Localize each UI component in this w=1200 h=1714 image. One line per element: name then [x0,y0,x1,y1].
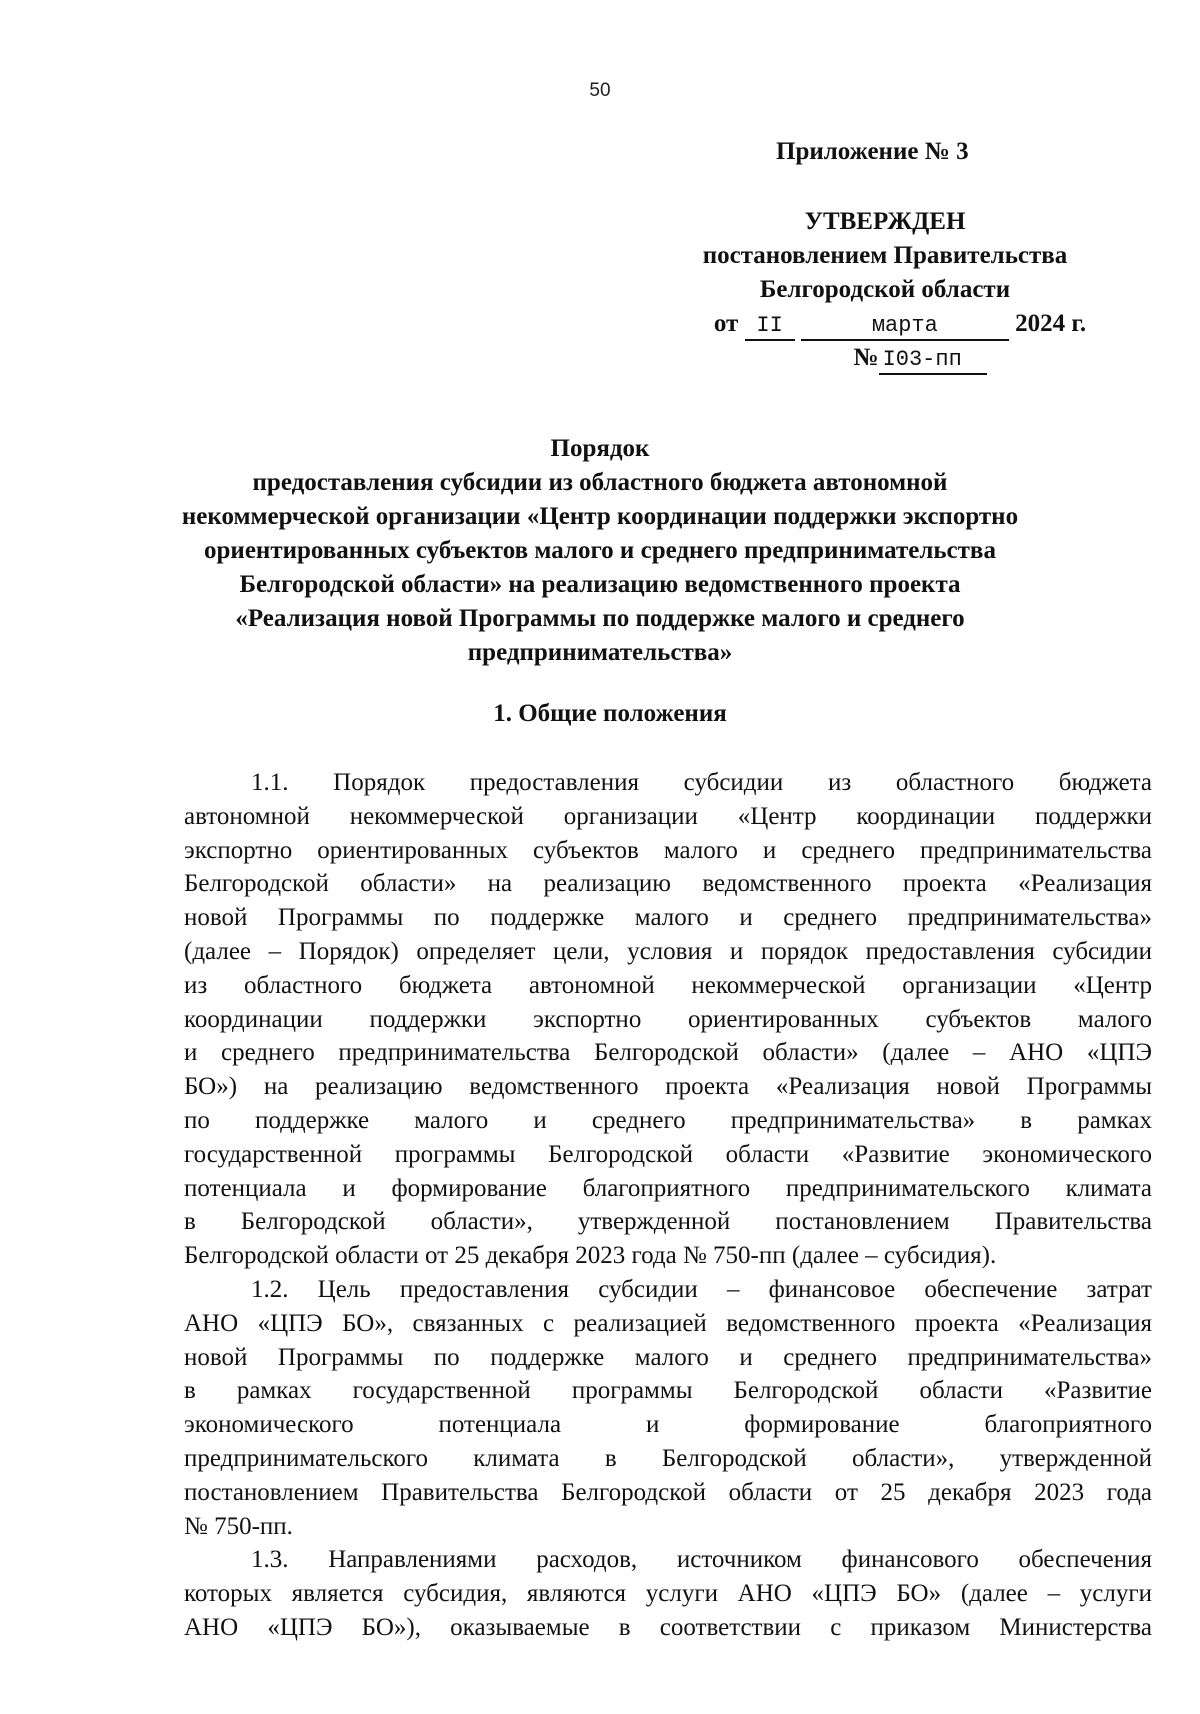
paragraph-line: БО») на реализацию ведомственного проекта «Реализация новой Программы [184,1073,1152,1101]
paragraph-line: (далее – Порядок) определяет цели, условия и порядок предоставления субсидии [184,937,1152,965]
paragraph-line: новой Программы по поддержке малого и среднего предпринимательства» [184,904,1152,932]
date-day: II [745,313,795,341]
title-line: некоммерческой организации «Центр координации поддержки экспортно [181,503,1019,530]
number-value: I03-пп [879,347,987,375]
paragraph-line: по поддержке малого и среднего предпринимательства» в рамках [184,1106,1152,1134]
title-line: ориентированных субъектов малого и среднего предпринимательства [204,537,996,564]
date-prefix: от [713,310,739,337]
paragraph-line: АНО «ЦПЭ БО», связанных с реализацией ведомственного проекта «Реализация [184,1309,1152,1337]
paragraph-line: и среднего предпринимательства Белгородской области» (далее – АНО «ЦПЭ [184,1039,1152,1067]
paragraph-line: 1.3. Направлениями расходов, источником финансового обеспечения [251,1546,1152,1574]
number-prefix: № [853,344,879,371]
section-heading: 1. Общие положения [493,700,727,727]
paragraph-line: № 750-пп. [184,1512,293,1540]
approval-line-2: Белгородской области [759,276,1011,303]
date-month: марта [801,313,1009,341]
paragraph-line: новой Программы по поддержке малого и среднего предпринимательства» [184,1343,1152,1371]
page-number: 50 [589,80,611,101]
paragraph-line: которых является субсидия, являются услуги АНО «ЦПЭ БО» (далее – услуги [184,1580,1152,1608]
paragraph-line: автономной некоммерческой организации «Центр координации поддержки [184,802,1152,830]
paragraph-line: потенциала и формирование благоприятного предпринимательского климата [184,1174,1152,1202]
appendix-label: Приложение № 3 [776,138,969,165]
approval-number [660,341,1110,375]
paragraph-line: Белгородской области» на реализацию ведомственного проекта «Реализация [184,870,1152,898]
paragraph-line: экономического потенциала и формирование благоприятного [184,1411,1152,1439]
approval-block [660,205,1110,375]
paragraph-line: постановлением Правительства Белгородской области от 25 декабря 2023 года [184,1478,1152,1506]
title-line: «Реализация новой Программы по поддержке малого и среднего [235,605,965,632]
paragraph-line: экспортно ориентированных субъектов малого и среднего предпринимательства [184,836,1152,864]
paragraph-line: Белгородской области от 25 декабря 2023 года № 750-пп (далее – субсидия). [184,1242,997,1270]
paragraph-line: 1.1. Порядок предоставления субсидии из областного бюджета [251,769,1152,796]
approval-line-1: постановлением Правительства [702,242,1068,269]
approval-date [660,307,1110,341]
title-line: Белгородской области» на реализацию ведомственного проекта [239,571,961,598]
paragraph-line: государственной программы Белгородской области «Развитие экономического [184,1140,1152,1168]
paragraph-line: в Белгородской области», утвержденной постановлением Правительства [184,1208,1152,1236]
paragraph-line: из областного бюджета автономной некоммерческой организации «Центр [184,971,1152,999]
document-title [150,432,1050,670]
paragraph-line: в рамках государственной программы Белгородской области «Развитие [184,1377,1152,1405]
body-text [184,766,1152,1645]
approval-title: УТВЕРЖДЕН [804,208,966,235]
paragraph-line: предпринимательского климата в Белгородской области», утвержденной [184,1444,1152,1472]
paragraph-line: координации поддержки экспортно ориентированных субъектов малого [184,1005,1152,1033]
paragraph-line: АНО «ЦПЭ БО»), оказываемые в соответствии с приказом Министерства [184,1613,1152,1641]
title-line: предпринимательства» [467,639,733,666]
title-line: Порядок [550,435,650,462]
paragraph-line: 1.2. Цель предоставления субсидии – финансовое обеспечение затрат [251,1275,1152,1303]
title-line: предоставления субсидии из областного бюджета автономной [252,469,948,496]
date-year: 2024 г. [1015,310,1087,337]
